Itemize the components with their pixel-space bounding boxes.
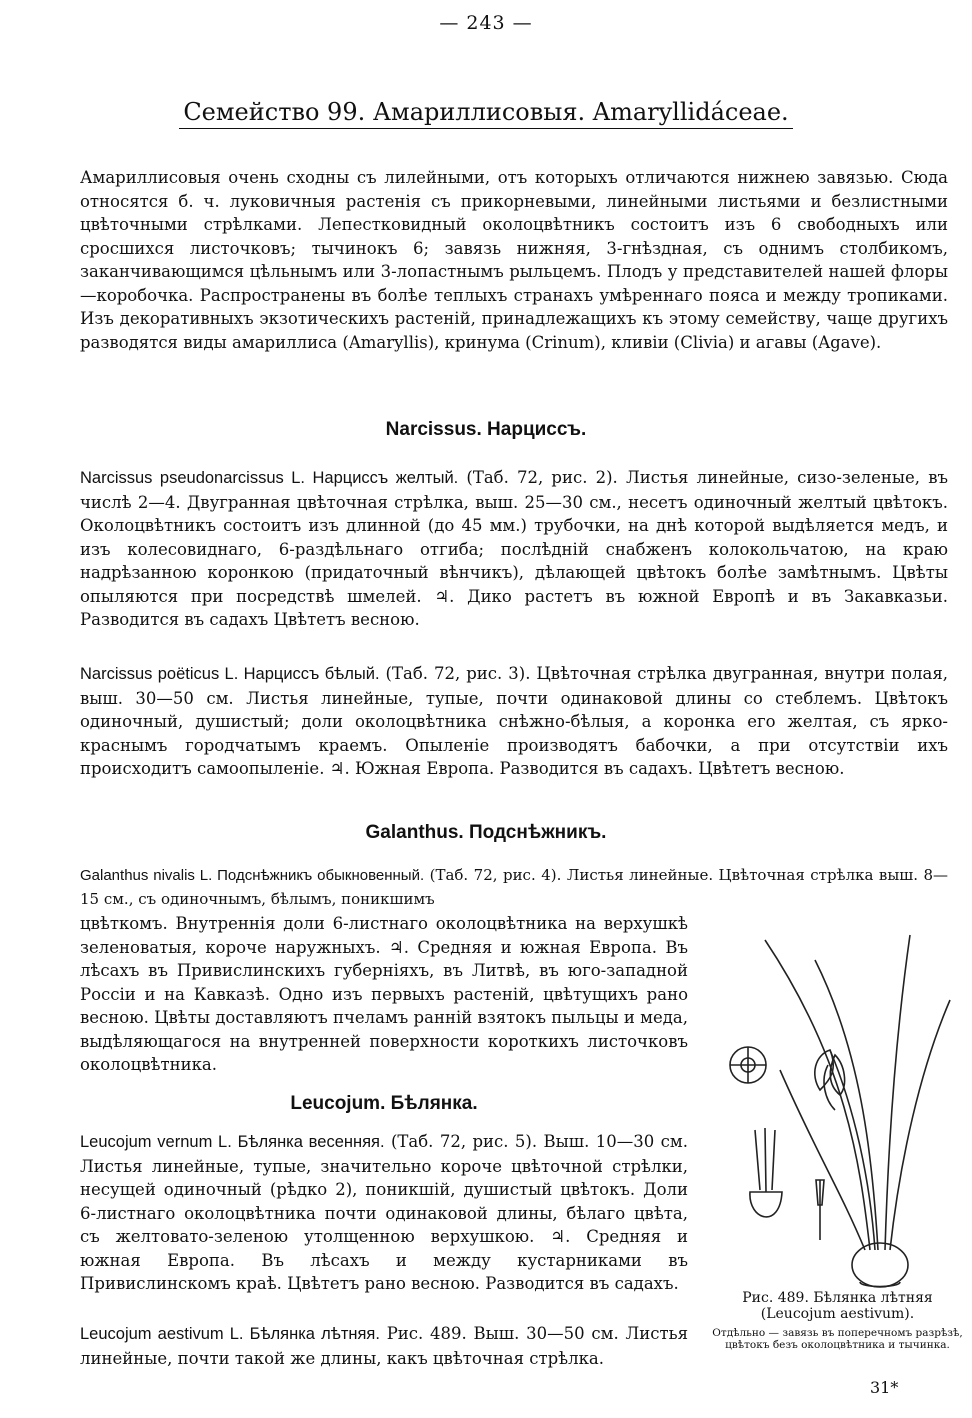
species-description: Рис. 489. Выш. 30—50 см. Листья линейные, почти такой же длины, какъ цвѣточная стрѣлка. bbox=[80, 1324, 688, 1368]
species-name: Narcissus poëticus L. Нарциссъ бѣлый. bbox=[80, 665, 380, 683]
intro-paragraph: Амариллисовыя очень сходны съ лилейными, отъ которыхъ отличаются нижнею завязью. Сюда относятся б. ч. луковичныя растенія съ прикорневыми, линейными листьями и безлистными цвѣточными стрѣлками. Лепестковидный околоцвѣтникъ состоитъ изъ 6 свободныхъ или сросшихся листочковъ; тычинокъ 6; завязь нижняя, 3-гнѣздная, съ однимъ столбикомъ, заканчивающимся цѣльнымъ или 3-лопастнымъ рыльцемъ. Плодъ у представителей нашей флоры—коробочка. Распространены въ болѣе теплыхъ странахъ умѣреннаго пояса и между тропиками. Изъ декоративныхъ экзотическихъ растеній, принадлежащихъ къ этому семейству, чаще другихъ разводятся виды амариллиса (Amaryllis), кринума (Crinum), кливіи (Clivia) и агавы (Agave). bbox=[80, 168, 948, 352]
family-heading-text: Семейство 99. Амариллисовыя. Amaryllidáceae. bbox=[179, 98, 792, 129]
leucojum-illustration bbox=[720, 930, 970, 1290]
page-number: — 243 — bbox=[439, 12, 533, 34]
narcissus-poeticus-paragraph bbox=[80, 662, 948, 781]
galanthus-paragraph: цвѣткомъ. Внутреннія доли 6-листнаго околоцвѣтника на верхушкѣ зеленоватыя, короче наружныхъ. ♃. Средняя и южная Европа. Въ лѣсахъ въ Привислинскихъ губерніяхъ, въ Литвѣ, въ юго-западной Россіи и на Кавказѣ. Одно изъ первыхъ растеній, цвѣтущихъ рано весною. Цвѣты доставляютъ пчеламъ ранній взятокъ пыльцы и меда, выдѣляющагося на внутренней поверхности короткихъ листочковъ околоцвѣтника. bbox=[80, 914, 688, 1074]
species-description: (Таб. 72, рис. 3). Цвѣточная стрѣлка двугранная, внутри полая, выш. 30—50 см. Листья линейные, тупые, почти одинаковой длины со стеблемъ. Цвѣтокъ одиночный, душистый; доли околоцвѣтника снѣжно-бѣлыя, а коронка его желтая, съ ярко-краснымъ городчатымъ краемъ. Опыленіе производятъ бабочки, а при отсутствіи ихъ происходитъ самоопыленіе. ♃. Южная Европа. Разводится въ садахъ. Цвѣтетъ весною. bbox=[80, 664, 948, 778]
stamens-drawing bbox=[755, 1128, 775, 1192]
bulb-drawing bbox=[852, 1243, 908, 1287]
galanthus-first-line bbox=[80, 864, 948, 911]
figure-note: Отдѣльно — завязь въ поперечномъ разрѣзѣ, цвѣтокъ безъ околоцвѣтника и тычинка. bbox=[712, 1327, 963, 1351]
narcissus-heading: Narcissus. Нарциссъ. bbox=[385, 419, 587, 440]
leaf-drawing bbox=[780, 1070, 865, 1250]
species-name: Leucojum aestivum L. Бѣлянка лѣтняя. bbox=[80, 1325, 380, 1343]
species-description: (Таб. 72, рис. 4). Листья линейные. Цвѣточная стрѣлка выш. 8—15 см., съ одиночнымъ, бѣлымъ, поникшимъ bbox=[80, 866, 948, 908]
galanthus-heading: Galanthus. Подснѣжникъ. bbox=[365, 822, 607, 843]
leucojum-heading: Leucojum. Бѣлянка. bbox=[290, 1093, 478, 1114]
species-description: (Таб. 72, рис. 5). Выш. 10—30 см. Листья линейные, тупые, значительно короче цвѣточной стрѣлки, несущей одиночный (рѣдко 2), поникшій, душистый цвѣтокъ. Доли 6-листнаго околоцвѣтника почти одинаковой длины, бѣлаго цвѣта, съ желтовато-зеленою утолщенною верхушкою. ♃. Средняя и южная Европа. Въ лѣсахъ и между кустарниками въ Привислинскомъ краѣ. Цвѣтетъ рано весною. Разводится въ садахъ. bbox=[80, 1132, 688, 1293]
figure-caption: Рис. 489. Бѣлянка лѣтняя (Leucojum aestivum). bbox=[742, 1290, 933, 1322]
ovary-drawing bbox=[750, 1192, 782, 1217]
species-name: Leucojum vernum L. Бѣлянка весенняя. bbox=[80, 1133, 385, 1151]
flower-drawing bbox=[830, 1055, 844, 1095]
leucojum-aestivum-paragraph bbox=[80, 1322, 688, 1370]
species-name: Narcissus pseudonarcissus L. Нарциссъ желтый. bbox=[80, 469, 459, 487]
leaf-drawing bbox=[890, 1000, 950, 1250]
species-description: (Таб. 72, рис. 2). Листья линейные, сизо-зеленые, въ числѣ 2—4. Двугранная цвѣточная стрѣлка, выш. 25—30 см., несетъ одиночный желтый цвѣтокъ. Околоцвѣтникъ состоитъ изъ длинной (до 45 мм.) трубочки, на днѣ которой выдѣляется медъ, и изъ колесовиднаго, 6-раздѣльнаго отгиба; послѣдній снабженъ колокольчатою, на краю надрѣзанною коронкою (придаточный вѣнчикъ), дѣлающей цвѣтокъ болѣе замѣтнымъ. Цвѣты опыляются при посредствѣ шмелей. ♃. Дико растетъ въ южной Европѣ и въ Закавказьи. Разводится въ садахъ Цвѣтетъ весною. bbox=[80, 468, 948, 629]
species-name: Galanthus nivalis L. Подснѣжникъ обыкновенный. bbox=[80, 867, 425, 884]
family-heading bbox=[0, 98, 972, 126]
stamen-drawing bbox=[816, 1180, 824, 1240]
leaf-drawing bbox=[815, 960, 878, 1250]
narcissus-pseudonarcissus-paragraph bbox=[80, 466, 948, 632]
printer-signature: 31* bbox=[870, 1378, 899, 1397]
leucojum-vernum-paragraph bbox=[80, 1130, 688, 1296]
leaf-drawing bbox=[885, 935, 910, 1250]
